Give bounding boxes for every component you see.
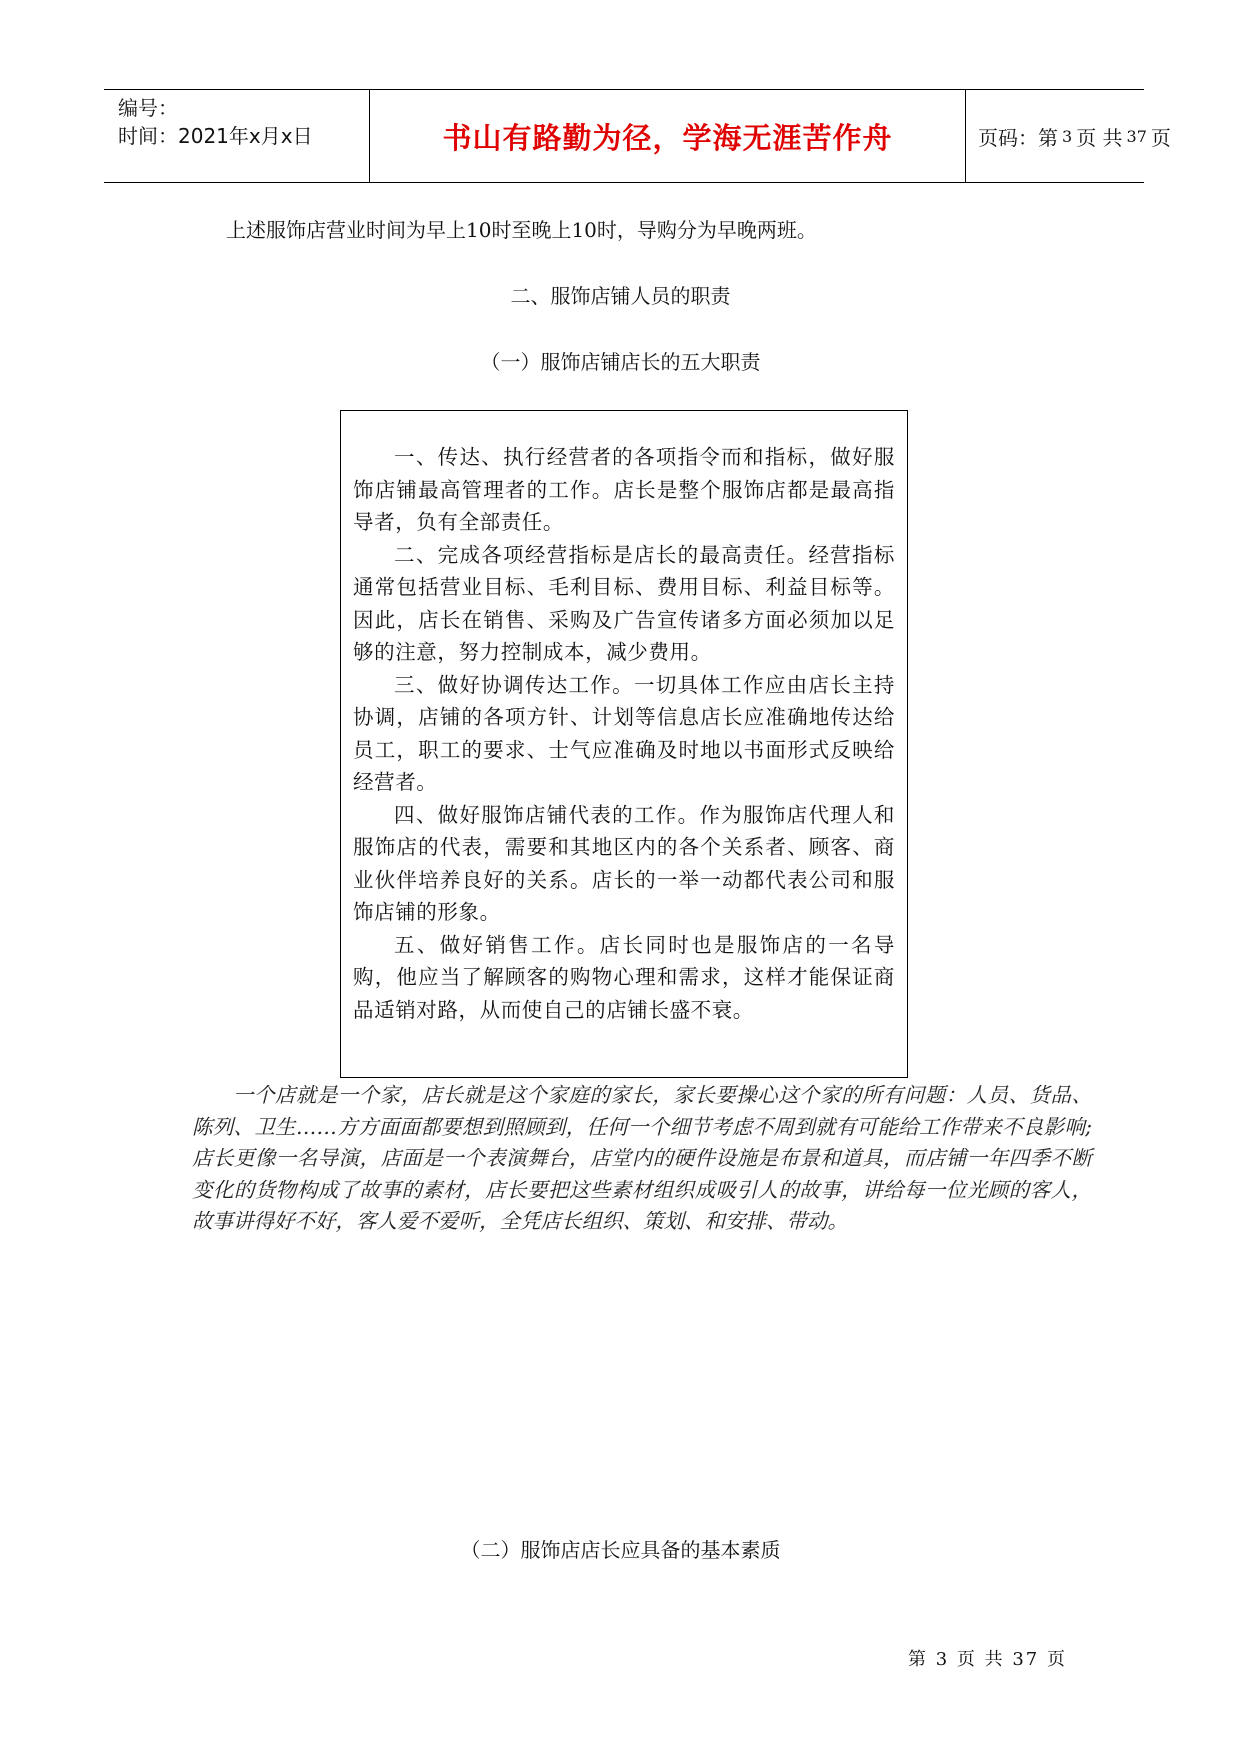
section-heading: 二、服饰店铺人员的职责 (510, 284, 731, 308)
header-motto: 书山有路勤为径，学海无涯苦作舟 (370, 90, 966, 182)
document-number-label: 编号： (118, 96, 178, 120)
duty-item: 四、做好服饰店铺代表的工作。作为服饰店代理人和服饰店的代表，需要和其地区内的各个关系者、顾客、商业伙伴培养良好的关系。店长的一举一动都代表公司和服饰店铺的形象。 (353, 802, 895, 924)
page-suffix: 页 (1150, 125, 1171, 150)
duty-item: 二、完成各项经营指标是店长的最高责任。经营指标通常包括营业目标、毛利目标、费用目标、利益目标等。因此，店长在销售、采购及广告宣传诸多方面必须加以足够的注意，努力控制成本，减少费用。 (353, 542, 895, 664)
header-meta (104, 90, 370, 182)
page-total: 37 (1126, 126, 1147, 146)
duties-box (340, 410, 908, 1078)
store-family-paragraph: 一个店就是一个家，店长就是这个家庭的家长，家长要操心这个家的所有问题：人员、货品、陈列、卫生……方方面面都要想到照顾到，任何一个细节考虑不周到就有可能给工作带来不良影响;店长更像一名导演，店面是一个表演舞台，店堂内的硬件设施是布景和道具，而店铺一年四季不断变化的货物构成了故事的素材，店长要把这些素材组织成吸引人的故事，讲给每一位光顾的客人，故事讲得好不好，客人爱不爱听，全凭店长组织、策划、和安排、带动。 (192, 1083, 1092, 1233)
duty-item: 一、传达、执行经营者的各项指令而和指标，做好服饰店铺最高管理者的工作。店长是整个服饰店都是最高指导者，负有全部责任。 (353, 445, 895, 534)
page-footer: 第 3 页 共 37 页 (908, 1649, 1067, 1670)
page-prefix: 页码：第 (978, 125, 1058, 150)
page-middle: 页 共 (1076, 125, 1123, 150)
subsection-heading-qualities: （二）服饰店店长应具备的基本素质 (460, 1538, 781, 1562)
header-page-indicator (966, 90, 1171, 182)
business-hours-text: 上述服饰店营业时间为早上10时至晚上10时，导购分为早晚两班。 (226, 218, 817, 242)
page-current: 3 (1062, 126, 1073, 146)
subsection-heading-duties: （一）服饰店铺店长的五大职责 (480, 350, 761, 374)
document-time-label: 时间：2021年x月x日 (118, 124, 313, 148)
duty-item: 五、做好销售工作。店长同时也是服饰店的一名导购，他应当了解顾客的购物心理和需求，这样才能保证商品适销对路，从而使自己的店铺长盛不衰。 (353, 932, 895, 1022)
duty-item: 三、做好协调传达工作。一切具体工作应由店长主持协调，店铺的各项方针、计划等信息店长应准确地传达给员工，职工的要求、士气应准确及时地以书面形式反映给经营者。 (353, 672, 895, 794)
page-header (104, 89, 1171, 183)
